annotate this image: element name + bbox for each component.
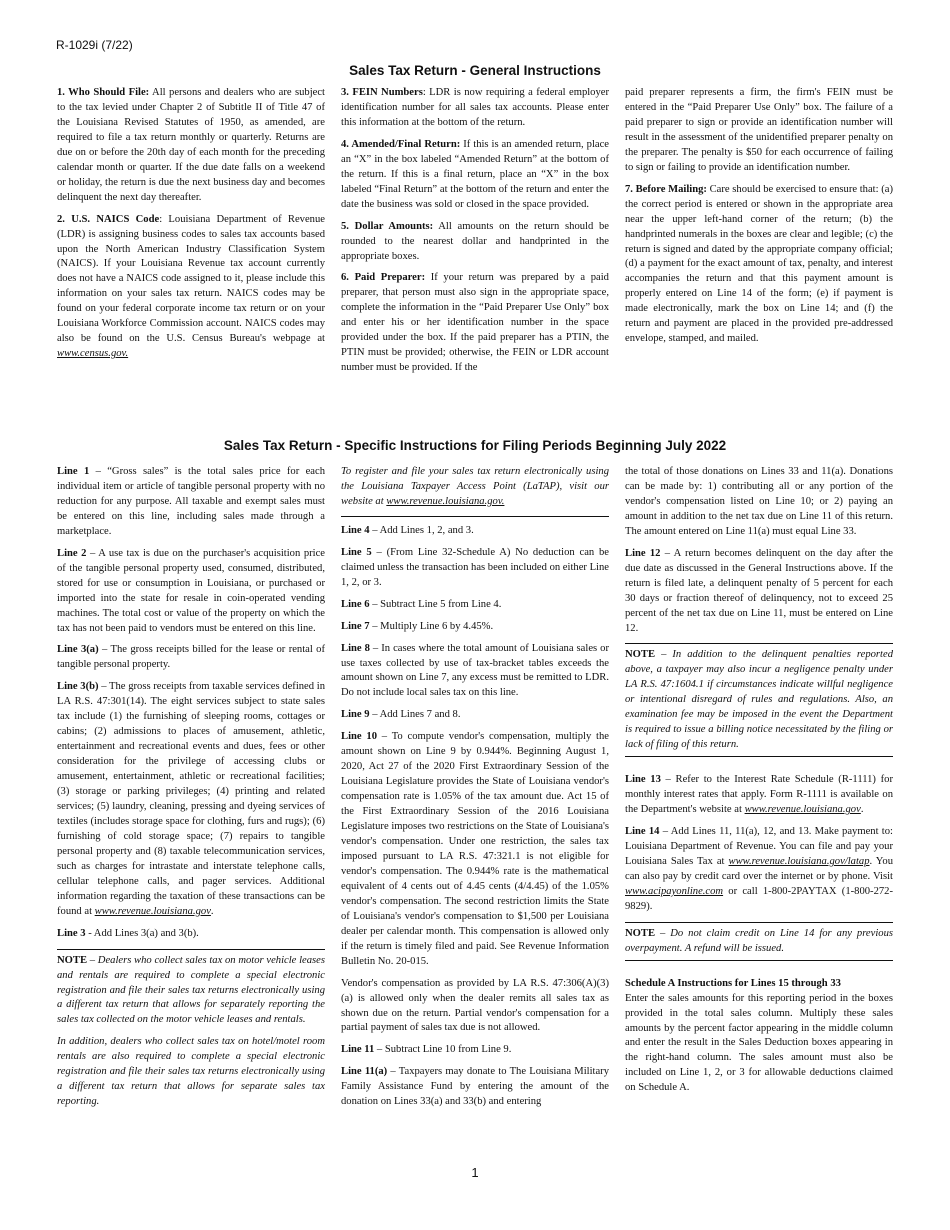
section-paid-preparer-cont: paid preparer represents a firm, the firm's FEIN must be entered in the “Paid Preparer Use Only” box. The failure of a paid preparer to sign or provide an identification number will result in the assessment of the unidentified preparer penalty on the preparer. The penalty is $50 for each occurrence of failing to sign or failing to provide an identification number. — [625, 87, 893, 173]
latap-link[interactable]: www.revenue.louisiana.gov. — [386, 495, 505, 507]
general-col-1 — [57, 86, 325, 369]
general-instructions-title: Sales Tax Return - General Instructions — [349, 63, 601, 78]
line-13: Line 13 – Refer to the Interest Rate Schedule (R-1111) for monthly interest rates that apply. Form R-1111 is available on the Department's website at www.revenue.louisiana.gov. — [625, 774, 893, 816]
section-fein: 3. FEIN Numbers: LDR is now requiring a federal employer identification number for all sales tax accounts. Please enter this information at the bottom of the return. — [341, 87, 610, 128]
line-3b: Line 3(b) – The gross receipts from taxable services defined in LA R.S. 47:301(14). The eight services subject to state sales tax include (1) the furnishing of sleeping rooms, cottages or cabins; (2) admissions to places of amusement, athletic, entertainment and recreational events and dues, fees or other consideration for the privilege of accessing clubs or amusement, entertainment, athletic or recreational facilities; (3) storage or parking privileges; (4) printing and related services; (5) laundry, cleaning, pressing and dyeing services of textiles (includes storage space for clothing, furs and rugs); (6) furnishing of cold storage space; (7) repairs to tangible personal property and (8) taxable telecommunication services, such as charges for intrastate and interstate telephone calls, cellular telephone calls, and pager services. Additional information regarding the taxation of these transactions can be found at www.revenue.louisiana.gov. — [57, 681, 325, 917]
line-6: Line 6 – Subtract Line 5 from Line 4. — [341, 598, 502, 610]
section-paid-preparer: 6. Paid Preparer: If your return was prepared by a paid preparer, that person must also sign in the appropriate space, complete the information in the “Paid Preparer Use Only” box and enter his or her identification number in the space provided under the box. If the paid preparer has a PTIN, the PTIN must be provided; otherwise, the FEIN or LDR account number must be provided. If the — [341, 272, 609, 374]
schedule-a-instructions: Schedule A Instructions for Lines 15 through 33 Enter the sales amounts for this reporting period in the boxes provided in the total sales column. Multiply these sales amounts by the percent factor appearing in the middle column and enter the result in the Sales Deduction boxes appearing in the right-hand column. The sales amount must also be included on Line 1, 2, or 3 for allowable deductions claimed on Schedule A. — [625, 977, 893, 1094]
form-id: R-1029i (7/22) — [56, 38, 133, 52]
section-who-should-file: 1. Who Should File: All persons and dealers who are subject to the tax levied under Chapter 2 of Subtitle II of Title 47 of the Louisiana Revised Statutes of 1950, as amended, are required to file a tax return monthly or quarterly. Returns are due on or before the 20th day of each month for the preceding calendar month or quarter. If the due date falls on a weekend or holiday, the return is due the next business day and becomes delinquent the next day thereafter. — [57, 87, 325, 203]
line-11: Line 11 – Subtract Line 10 from Line 9. — [341, 1044, 512, 1056]
line-11a-cont: the total of those donations on Lines 33 and 11(a). Donations can be made by: 1) contributing all or any portion of the vendor's compensation listed on Line 10; or 2) paying an amount in addition to the net tax due on Line 11 of this return. The amount entered on Line 11(a) must equal Line 33. — [625, 466, 893, 537]
general-col-2 — [341, 86, 609, 383]
line-3: Line 3 - Add Lines 3(a) and 3(b). — [57, 927, 199, 939]
specific-col-3 — [625, 465, 893, 1103]
page-number: 1 — [471, 1165, 479, 1180]
vendor-compensation: Vendor's compensation as provided by LA R.S. 47:306(A)(3)(a) is allowed only when the dealer remits all sales tax as shown due on the return. Partial vendor's compensation for a partial payment of sales tax due is not allowed. — [341, 977, 609, 1034]
specific-col-2 — [341, 465, 609, 1117]
latap-payment-link[interactable]: www.revenue.louisiana.gov/latap — [728, 855, 870, 867]
specific-col-1 — [57, 465, 325, 1117]
line-5: Line 5 – (From Line 32-Schedule A) No deduction can be claimed unless the transaction has been included on either Line 1, 2, or 3. — [341, 546, 609, 588]
line-7: Line 7 – Multiply Line 6 by 4.45%. — [341, 620, 494, 632]
line-11a: Line 11(a) – Taxpayers may donate to The Louisiana Military Family Assistance Fund by entering the amount of the donation on Lines 33(a) and 33(b) and entering — [341, 1066, 609, 1108]
line-4: Line 4 – Add Lines 1, 2, and 3. — [341, 524, 474, 536]
general-col-3 — [625, 86, 893, 354]
revenue-link[interactable]: www.revenue.louisiana.gov — [94, 905, 211, 917]
section-naics-code: 2. U.S. NAICS Code: Louisiana Department of Revenue (LDR) is assigning business codes to sales tax accounts based upon the North American Industry Classification System (NAICS). If your Louisiana Revenue tax account currently does not have a NAICS code assigned to it, please include this information on your sales tax return. NAICS codes may be found on your federal corporate income tax return or on your Louisiana Workforce Commission account. NAICS codes may also be found on the U.S. Census Bureau's webpage at www.census.gov. — [57, 213, 325, 360]
latap-box: To register and file your sales tax return electronically using the Louisiana Taxpayer Access Point (LaTAP), visit our website at www.revenue.louisiana.gov. — [341, 465, 609, 517]
census-link[interactable]: www.census.gov. — [57, 348, 129, 360]
line-10: Line 10 – To compute vendor's compensation, multiply the amount shown on Line 9 by 0.944%. Beginning August 1, 2020, Act 27 of the 2020 First Extraordinary Session of the Louisiana Legislature provides the State of Louisiana vendor's compensation rate is 1.05% of the tax amount due. Act 15 of the First Extraordinary Session of the 2016 Louisiana Legislature imposes two restrictions on the State of Louisiana's vendor's compensation. Under one restriction, the sales tax imposed pursuant to LA R.S. 47:321.1 is not eligible for vendor's compensation. The 0.944% rate is the mathematical equivalent of 4 cents out of 4.45 cents (4/4.45) of the 1.05% vendor's compensation. The second restriction limits the State of Louisiana's vendor's compensation to $1,500 per Louisiana dealer per calendar month. This compensation is allowed only if the return is timely filed and paid. See Revenue Information Bulletin No. 20-015. — [341, 731, 609, 967]
line-3a: Line 3(a) – The gross receipts billed for the lease or rental of tangible personal property. — [57, 644, 326, 671]
note-negligence: NOTE – In addition to the delinquent penalties reported above, a taxpayer may also incur a negligence penalty under LA R.S. 47:1604.1 if circumstances indicate willful negligence or intentional disregard of rules and regulations. Also, an examination fee may be imposed in the event the Department is required to issue a billing notice necessitated by the filing or lack of filing of this return. — [625, 643, 893, 757]
line-2: Line 2 – A use tax is due on the purchaser's acquisition price of the tangible personal property used, consumed, distributed, stored for use or consumption in Louisiana, or purchased or imported into the state for resale in coin-operated vending machines. The total cost or value of the property on which the tax has not been paid to vendors must be entered on this line. — [57, 547, 325, 634]
acipay-link[interactable]: www.acipayonline.com — [625, 885, 724, 897]
line-9: Line 9 – Add Lines 7 and 8. — [341, 709, 461, 721]
note-motor-vehicle: NOTE – Dealers who collect sales tax on motor vehicle leases and rentals are required to complete a special electronic registration and file their sales tax returns electronically using a different tax return that allows for separately reporting the sales tax collected on the motor vehicle leases and rentals. In addition, dealers who collect sales tax on hotel/motel room rentals are also required to complete a special electronic registration and file their sales tax returns electronically using a different tax return that allows for separate sales tax reporting. — [57, 949, 325, 1111]
line-14: Line 14 – Add Lines 11, 11(a), 12, and 13. Make payment to: Louisiana Department of Revenue. You can file and pay your Louisiana Sales Tax at www.revenue.louisiana.gov/latap. You can also pay by credit card over the internet or by phone. Visit www.acipayonline.com or call 1-800-2PAYTAX (1-800-272-9829). — [625, 826, 893, 912]
section-amended-final: 4. Amended/Final Return: If this is an amended return, place an “X” in the box labeled “Amended Return” at the bottom of the return. If this is a final return, place an “X” in the box labeled “Final Return” at the bottom of the return and enter the date the business was sold or closed in the space provided. — [341, 138, 609, 210]
specific-instructions-title: Sales Tax Return - Specific Instructions for Filing Periods Beginning July 2022 — [223, 438, 727, 453]
section-before-mailing: 7. Before Mailing: Care should be exercised to ensure that: (a) the correct period is entered or shown in the appropriate area near the upper left-hand corner of the return; (b) the handprinted numerals in the boxes are clear and legible; (c) the return is signed and dated by the appropriate company official; (d) a payment for the exact amount of tax, penalty, and interest accompanies the return and that this payment amount is properly entered on Line 14 of the form; (e) if payment is made electronically, mark the box on Line 14; and (f) the return and payment are placed in the provided pre-addressed envelope, stamped, and mailed. — [625, 183, 893, 345]
interest-rate-link[interactable]: www.revenue.louisiana.gov — [744, 804, 861, 816]
line-8: Line 8 – In cases where the total amount of Louisiana sales or use taxes collected by use of tax-bracket tables exceeds the amount shown on Line 7, any excess must be remitted to LDR. Do not include local sales tax on this line. — [341, 642, 609, 699]
note-overpayment: NOTE – Do not claim credit on Line 14 for any previous overpayment. A refund will be issued. — [625, 922, 893, 961]
section-dollar-amounts: 5. Dollar Amounts: All amounts on the return should be rounded to the nearest dollar and handprinted in the appropriate boxes. — [341, 220, 609, 262]
line-12: Line 12 – A return becomes delinquent on the day after the due date as discussed in the General Instructions above. If the return is filed late, a delinquent penalty of 5 percent for each 30 days or fraction thereof of delinquency, not to exceed 25 percent of the net tax due on Line 11, must be entered on Line 12. — [625, 547, 893, 634]
line-1: Line 1 – “Gross sales” is the total sales price for each individual item or article of tangible personal property with no reduction for any purpose. All taxable and exempt sales must be entered on this line, including sales made through a marketplace. — [57, 466, 325, 537]
